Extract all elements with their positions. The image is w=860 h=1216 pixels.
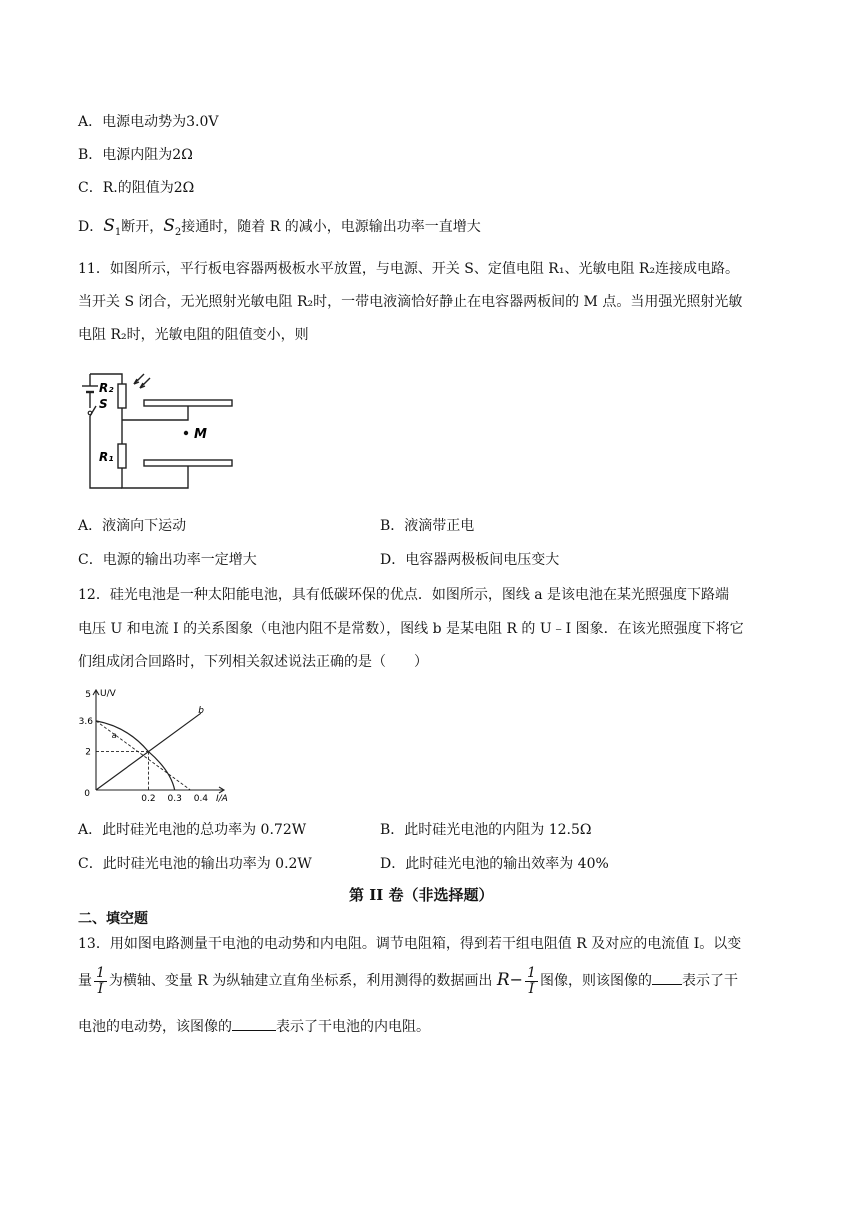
y-tick-3.6: 3.6 bbox=[78, 716, 93, 727]
q10-s2: S bbox=[163, 216, 175, 236]
label-r2: R₂ bbox=[99, 381, 114, 395]
series-a-curve bbox=[96, 721, 175, 790]
q10-option-d-prefix: D． bbox=[78, 219, 104, 235]
q12-option-b: B．此时硅光电池的内阻为 12.5Ω bbox=[380, 822, 592, 838]
capacitor-top-plate bbox=[144, 400, 232, 406]
q10-option-b: B．电源内阻为2Ω bbox=[78, 147, 193, 163]
q12-option-d: D．此时硅光电池的输出效率为 40% bbox=[380, 856, 609, 872]
q11-option-b: B．液滴带正电 bbox=[380, 518, 475, 534]
q13-r-symbol: R bbox=[496, 970, 510, 990]
q11-option-d: D．电容器两极板间电压变大 bbox=[380, 552, 560, 568]
frac-numerator: 1 bbox=[96, 964, 105, 981]
label-s: S bbox=[99, 397, 108, 411]
q10-s2-sub: 2 bbox=[174, 226, 182, 238]
q12-stem-line3: 们组成闭合回路时，下列相关叙述说法正确的是（ ） bbox=[78, 654, 428, 670]
q12-stem-line1: 12．硅光电池是一种太阳能电池，具有低碳环保的优点．如图所示，图线 a 是该电池在某光照强度下路端 bbox=[78, 587, 730, 603]
q13-blank-1[interactable] bbox=[652, 970, 682, 985]
x-axis bbox=[96, 787, 224, 793]
q13-line2-a: 量 bbox=[78, 973, 92, 989]
q11-option-a: A．液滴向下运动 bbox=[78, 518, 187, 534]
r1-resistor bbox=[118, 444, 126, 468]
frac-denominator: I bbox=[97, 980, 104, 997]
capacitor-bottom-plate bbox=[144, 460, 232, 466]
q13-minus: − bbox=[509, 970, 524, 989]
switch-pivot bbox=[88, 411, 92, 415]
q13-stem-line2 bbox=[78, 963, 738, 998]
q10-option-d-mid2: 接通时，随着 R 的减小，电源输出功率一直增大 bbox=[181, 219, 481, 235]
series-b-label: b bbox=[198, 706, 204, 717]
q13-stem-line1: 13．用如图电路测量干电池的电动势和内电阻。调节电阻箱，得到若干组电阻值 R 及对应的电流值 I。以变 bbox=[78, 936, 742, 952]
q11-stem-line3: 电阻 R₂时，光敏电阻的阻值变小，则 bbox=[78, 327, 309, 343]
x-tick-0.2: 0.2 bbox=[141, 794, 156, 804]
q13-line2-c: 图像，则该图像的 bbox=[539, 973, 652, 989]
label-r1: R₁ bbox=[99, 450, 114, 464]
q13-fraction-1-over-i-2 bbox=[525, 966, 538, 997]
x-tick-0.3: 0.3 bbox=[167, 794, 182, 804]
q13-line2-b: 为横轴、变量 R 为纵轴建立直角坐标系，利用测得的数据画出 bbox=[108, 973, 493, 989]
x-tick-0.4: 0.4 bbox=[193, 794, 209, 804]
y-tick-2: 2 bbox=[85, 747, 91, 758]
series-a-label: a bbox=[111, 731, 117, 741]
r2-resistor bbox=[118, 384, 126, 408]
q12-option-a: A．此时硅光电池的总功率为 0.72W bbox=[78, 822, 307, 838]
part2-title: 第 II 卷（非选择题） bbox=[349, 886, 494, 904]
q10-option-c: C．R.的阻值为2Ω bbox=[78, 180, 195, 196]
origin-label: 0 bbox=[84, 789, 90, 799]
label-m: M bbox=[194, 427, 207, 442]
q13-blank-2[interactable] bbox=[232, 1016, 276, 1031]
q13-fraction-1-over-i bbox=[94, 966, 107, 997]
q11-stem-line1: 11．如图所示，平行板电容器两极板水平放置，与电源、开关 S、定值电阻 R₁、光敏电阻 R₂连接成电路。 bbox=[78, 261, 740, 277]
q13-line2-d: 表示了干 bbox=[681, 973, 738, 989]
q10-option-a: A．电源电动势为3.0V bbox=[78, 114, 219, 130]
frac2-numerator: 1 bbox=[527, 964, 536, 981]
x-axis-label: I/A bbox=[216, 794, 228, 804]
q12-stem-line2: 电压 U 和电流 I 的关系图象（电池内阻不是常数），图线 b 是某电阻 R 的 U﹣I 图象．在该光照强度下将它 bbox=[78, 621, 744, 637]
frac2-denominator: I bbox=[528, 980, 535, 997]
q13-line3-b: 表示了干电池的内电阻。 bbox=[276, 1019, 430, 1035]
y-tick-5: 5 bbox=[85, 690, 91, 700]
section-fill-blank: 二、填空题 bbox=[78, 911, 148, 927]
q13-stem-line3 bbox=[78, 1016, 430, 1037]
q13-line3-a: 电池的电动势，该图像的 bbox=[78, 1019, 232, 1035]
q11-option-c: C．电源的输出功率一定增大 bbox=[78, 552, 257, 568]
y-axis bbox=[93, 690, 99, 790]
q12-ui-chart bbox=[78, 686, 230, 808]
q10-option-d-mid1: 断开， bbox=[121, 219, 164, 235]
q10-s1: S bbox=[103, 216, 115, 236]
q11-circuit-diagram bbox=[76, 368, 244, 496]
q10-option-d bbox=[78, 216, 481, 243]
q12-option-c: C．此时硅光电池的输出功率为 0.2W bbox=[78, 856, 312, 872]
q11-stem-line2: 当开关 S 闭合，无光照射光敏电阻 R₂时，一带电液滴恰好静止在电容器两板间的 M 点。当用强光照射光敏 bbox=[78, 294, 743, 310]
q10-s1-sub: 1 bbox=[114, 226, 122, 238]
y-axis-label: U/V bbox=[100, 689, 116, 699]
droplet-m-dot bbox=[184, 431, 188, 435]
